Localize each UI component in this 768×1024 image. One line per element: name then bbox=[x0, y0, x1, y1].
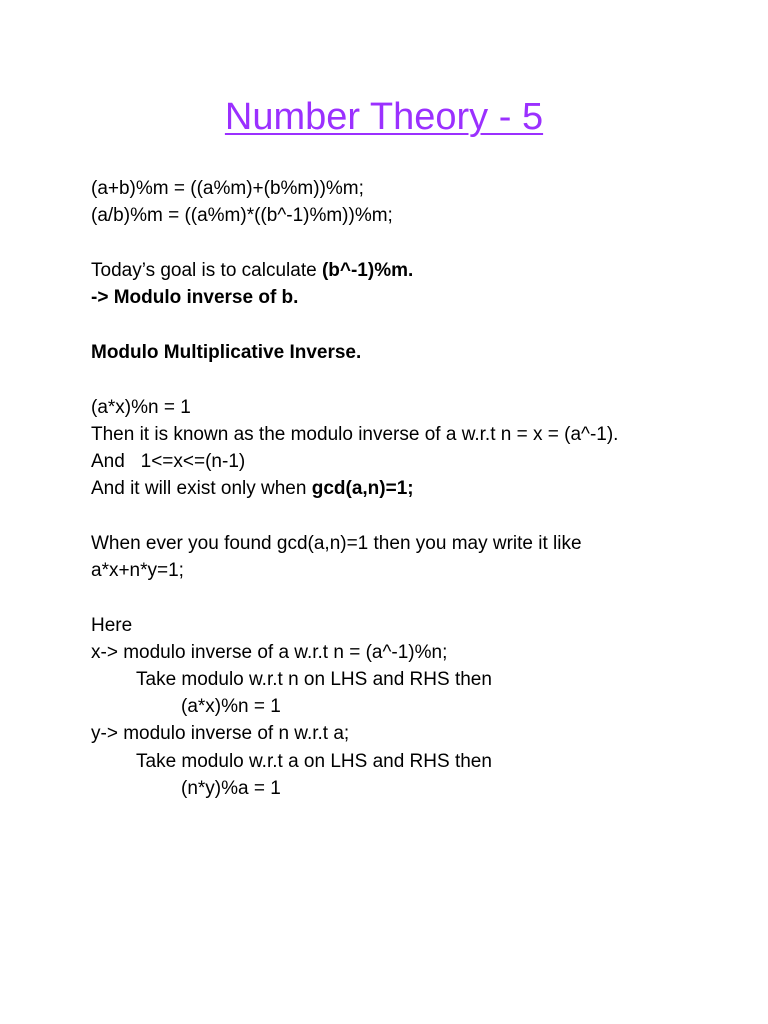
goal-expression: (b^-1)%m. bbox=[321, 260, 414, 281]
section-heading: Modulo Multiplicative Inverse. bbox=[91, 342, 362, 363]
definition-text: Then it is known as the modulo inverse of a w.r.t n = x = (a^-1). bbox=[91, 424, 619, 445]
x-definition: x-> modulo inverse of a w.r.t n = (a^-1)%n; bbox=[91, 642, 448, 663]
goal-subtitle: -> Modulo inverse of b. bbox=[91, 287, 299, 308]
goal-text: Today’s goal is to calculate bbox=[91, 260, 322, 281]
existence-condition bbox=[91, 477, 414, 501]
definition-equation: (a*x)%n = 1 bbox=[91, 397, 191, 418]
gcd-explanation: When ever you found gcd(a,n)=1 then you may write it like bbox=[91, 533, 582, 554]
gcd-condition: gcd(a,n)=1; bbox=[311, 478, 414, 499]
formula-sum-mod: (a+b)%m = ((a%m)+(b%m))%m; bbox=[91, 178, 364, 199]
bezout-equation: a*x+n*y=1; bbox=[91, 560, 184, 581]
range-condition: And 1<=x<=(n-1) bbox=[91, 451, 246, 472]
formula-div-mod: (a/b)%m = ((a%m)*((b^-1)%m))%m; bbox=[91, 205, 393, 226]
y-result: (n*y)%a = 1 bbox=[181, 778, 281, 799]
goal-line bbox=[91, 259, 413, 283]
x-step: Take modulo w.r.t n on LHS and RHS then bbox=[136, 669, 492, 690]
here-label: Here bbox=[91, 615, 133, 636]
page-title: Number Theory - 5 bbox=[224, 96, 544, 138]
y-definition: y-> modulo inverse of n w.r.t a; bbox=[91, 723, 350, 744]
y-step: Take modulo w.r.t a on LHS and RHS then bbox=[136, 751, 492, 772]
x-result: (a*x)%n = 1 bbox=[181, 696, 281, 717]
existence-text: And it will exist only when bbox=[91, 478, 312, 499]
